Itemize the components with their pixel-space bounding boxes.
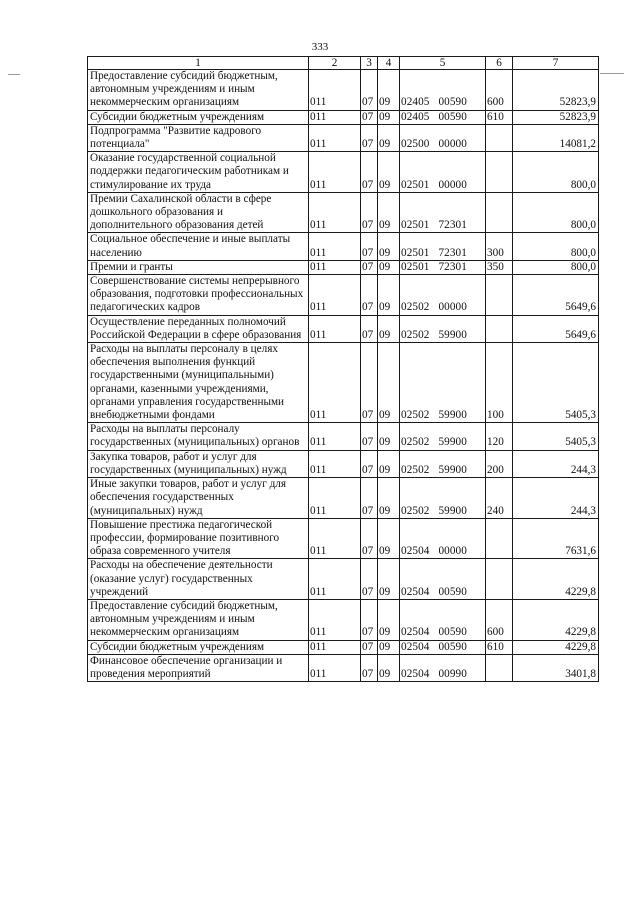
row-name: Расходы на выплаты персоналу в целях обеспечения выполнения функций государственными (муниципальными) органами, казенными учреждениями, органами управления государственными внебюджетными фондами xyxy=(88,343,309,423)
target-code-direction: 00590 xyxy=(438,110,467,123)
cell-code-ministry: 011 xyxy=(309,599,361,640)
cell-code-section: 07 xyxy=(361,260,378,274)
table-row xyxy=(88,315,599,342)
cell-code-expense-type xyxy=(486,518,513,559)
scan-mark xyxy=(8,74,20,75)
table-row xyxy=(88,110,599,124)
column-header: 1 xyxy=(88,57,309,70)
target-code-program: 02501 xyxy=(401,260,430,273)
row-name: Совершенствование системы непрерывного образования, подготовки профессиональных педагогических кадров xyxy=(88,275,309,316)
cell-code-expense-type xyxy=(486,124,513,151)
table-row xyxy=(88,192,599,233)
target-code-direction: 00000 xyxy=(438,138,467,151)
cell-code-section: 07 xyxy=(361,70,378,111)
target-code-direction: 00000 xyxy=(438,178,467,191)
cell-code-ministry: 011 xyxy=(309,192,361,233)
cell-code-ministry: 011 xyxy=(309,260,361,274)
cell-code-ministry: 011 xyxy=(309,450,361,477)
target-code-program: 02405 xyxy=(401,110,430,123)
target-code-program: 02500 xyxy=(401,138,430,151)
table-row xyxy=(88,152,599,193)
cell-code-target xyxy=(400,110,486,124)
cell-code-target xyxy=(400,152,486,193)
cell-code-target xyxy=(400,70,486,111)
table-row xyxy=(88,260,599,274)
target-code-program: 02504 xyxy=(401,545,430,558)
row-name: Расходы на выплаты персоналу государственных (муниципальных) органов xyxy=(88,423,309,450)
target-code-direction: 59900 xyxy=(438,409,467,422)
cell-amount: 4229,8 xyxy=(513,599,599,640)
table-row xyxy=(88,233,599,260)
column-header: 4 xyxy=(378,57,400,70)
cell-amount: 800,0 xyxy=(513,192,599,233)
target-code-program: 02502 xyxy=(401,436,430,449)
target-code-program: 02502 xyxy=(401,504,430,517)
column-header: 7 xyxy=(513,57,599,70)
target-code-direction: 00590 xyxy=(438,96,467,109)
row-name: Премии и гранты xyxy=(88,260,309,274)
cell-code-expense-type: 610 xyxy=(486,110,513,124)
cell-code-target xyxy=(400,260,486,274)
cell-amount: 244,3 xyxy=(513,478,599,519)
target-code-program: 02502 xyxy=(401,463,430,476)
cell-code-target xyxy=(400,124,486,151)
target-code-program: 02502 xyxy=(401,409,430,422)
table-row xyxy=(88,343,599,423)
table-header-row xyxy=(88,57,599,70)
cell-code-ministry: 011 xyxy=(309,640,361,654)
target-code-program: 02502 xyxy=(401,328,430,341)
cell-code-expense-type xyxy=(486,315,513,342)
budget-table xyxy=(87,56,599,682)
cell-code-section: 07 xyxy=(361,518,378,559)
target-code-direction: 00590 xyxy=(438,640,467,653)
cell-code-ministry: 011 xyxy=(309,152,361,193)
target-code-program: 02501 xyxy=(401,178,430,191)
cell-code-target xyxy=(400,233,486,260)
cell-code-ministry: 011 xyxy=(309,315,361,342)
cell-amount: 14081,2 xyxy=(513,124,599,151)
column-header: 3 xyxy=(361,57,378,70)
row-name: Подпрограмма "Развитие кадрового потенциала" xyxy=(88,124,309,151)
target-code-direction: 00590 xyxy=(438,626,467,639)
cell-code-subsection: 09 xyxy=(378,599,400,640)
cell-code-expense-type: 600 xyxy=(486,70,513,111)
cell-code-expense-type: 610 xyxy=(486,640,513,654)
cell-code-subsection: 09 xyxy=(378,315,400,342)
cell-code-section: 07 xyxy=(361,559,378,600)
target-code-direction: 59900 xyxy=(438,463,467,476)
target-code-program: 02501 xyxy=(401,246,430,259)
row-name: Осуществление переданных полномочий Российской Федерации в сфере образования xyxy=(88,315,309,342)
cell-code-expense-type: 300 xyxy=(486,233,513,260)
cell-code-subsection: 09 xyxy=(378,343,400,423)
cell-code-target xyxy=(400,518,486,559)
cell-code-target xyxy=(400,275,486,316)
cell-amount: 5649,6 xyxy=(513,275,599,316)
target-code-program: 02504 xyxy=(401,667,430,680)
cell-code-subsection: 09 xyxy=(378,260,400,274)
cell-code-subsection: 09 xyxy=(378,233,400,260)
cell-code-target xyxy=(400,192,486,233)
table-row xyxy=(88,70,599,111)
cell-code-section: 07 xyxy=(361,233,378,260)
cell-code-section: 07 xyxy=(361,423,378,450)
cell-amount: 7631,6 xyxy=(513,518,599,559)
cell-amount: 5649,6 xyxy=(513,315,599,342)
row-name: Иные закупки товаров, работ и услуг для обеспечения государственных (муниципальных) нужд xyxy=(88,478,309,519)
target-code-direction: 00000 xyxy=(438,301,467,314)
target-code-direction: 00000 xyxy=(438,545,467,558)
cell-code-expense-type xyxy=(486,559,513,600)
cell-code-subsection: 09 xyxy=(378,275,400,316)
cell-code-ministry: 011 xyxy=(309,559,361,600)
cell-code-section: 07 xyxy=(361,152,378,193)
cell-code-subsection: 09 xyxy=(378,478,400,519)
cell-amount: 5405,3 xyxy=(513,343,599,423)
table-row xyxy=(88,450,599,477)
cell-amount: 52823,9 xyxy=(513,70,599,111)
cell-code-target xyxy=(400,640,486,654)
cell-code-ministry: 011 xyxy=(309,654,361,681)
cell-amount: 4229,8 xyxy=(513,559,599,600)
cell-code-subsection: 09 xyxy=(378,559,400,600)
cell-code-target xyxy=(400,599,486,640)
scan-mark xyxy=(600,73,624,74)
row-name: Предоставление субсидий бюджетным, автономным учреждениям и иным некоммерческим организациям xyxy=(88,70,309,111)
cell-code-expense-type: 120 xyxy=(486,423,513,450)
table-row xyxy=(88,124,599,151)
cell-code-subsection: 09 xyxy=(378,640,400,654)
cell-code-section: 07 xyxy=(361,275,378,316)
cell-code-section: 07 xyxy=(361,192,378,233)
cell-amount: 4229,8 xyxy=(513,640,599,654)
target-code-direction: 00990 xyxy=(438,667,467,680)
cell-code-ministry: 011 xyxy=(309,275,361,316)
target-code-program: 02504 xyxy=(401,626,430,639)
cell-code-ministry: 011 xyxy=(309,124,361,151)
cell-code-expense-type: 240 xyxy=(486,478,513,519)
target-code-direction: 72301 xyxy=(438,246,467,259)
cell-code-expense-type: 100 xyxy=(486,343,513,423)
cell-code-target xyxy=(400,450,486,477)
row-name: Расходы на обеспечение деятельности (оказание услуг) государственных учреждений xyxy=(88,559,309,600)
cell-code-section: 07 xyxy=(361,450,378,477)
cell-code-ministry: 011 xyxy=(309,518,361,559)
target-code-program: 02405 xyxy=(401,96,430,109)
cell-code-expense-type xyxy=(486,152,513,193)
cell-code-expense-type xyxy=(486,654,513,681)
cell-code-target xyxy=(400,654,486,681)
cell-code-expense-type: 600 xyxy=(486,599,513,640)
cell-code-target xyxy=(400,343,486,423)
cell-code-ministry: 011 xyxy=(309,478,361,519)
cell-code-subsection: 09 xyxy=(378,450,400,477)
table-row xyxy=(88,478,599,519)
cell-code-target xyxy=(400,559,486,600)
cell-amount: 800,0 xyxy=(513,233,599,260)
target-code-direction: 59900 xyxy=(438,436,467,449)
row-name: Повышение престижа педагогической профессии, формирование позитивного образа современного учителя xyxy=(88,518,309,559)
column-header: 5 xyxy=(400,57,486,70)
cell-amount: 3401,8 xyxy=(513,654,599,681)
cell-code-subsection: 09 xyxy=(378,152,400,193)
table-row xyxy=(88,640,599,654)
table-row xyxy=(88,599,599,640)
cell-code-section: 07 xyxy=(361,599,378,640)
cell-code-ministry: 011 xyxy=(309,110,361,124)
cell-code-target xyxy=(400,423,486,450)
target-code-program: 02504 xyxy=(401,585,430,598)
cell-code-section: 07 xyxy=(361,343,378,423)
cell-amount: 244,3 xyxy=(513,450,599,477)
target-code-program: 02502 xyxy=(401,301,430,314)
cell-code-section: 07 xyxy=(361,654,378,681)
cell-amount: 5405,3 xyxy=(513,423,599,450)
target-code-direction: 72301 xyxy=(438,260,467,273)
cell-amount: 800,0 xyxy=(513,260,599,274)
cell-code-subsection: 09 xyxy=(378,654,400,681)
target-code-direction: 72301 xyxy=(438,219,467,232)
target-code-direction: 00590 xyxy=(438,585,467,598)
cell-amount: 800,0 xyxy=(513,152,599,193)
row-name: Субсидии бюджетным учреждениям xyxy=(88,640,309,654)
cell-code-ministry: 011 xyxy=(309,233,361,260)
row-name: Предоставление субсидий бюджетным, автономным учреждениям и иным некоммерческим организациям xyxy=(88,599,309,640)
cell-code-target xyxy=(400,478,486,519)
column-header: 6 xyxy=(486,57,513,70)
row-name: Субсидии бюджетным учреждениям xyxy=(88,110,309,124)
cell-code-ministry: 011 xyxy=(309,70,361,111)
cell-amount: 52823,9 xyxy=(513,110,599,124)
cell-code-ministry: 011 xyxy=(309,343,361,423)
cell-code-expense-type xyxy=(486,275,513,316)
table-row xyxy=(88,654,599,681)
target-code-program: 02501 xyxy=(401,219,430,232)
cell-code-section: 07 xyxy=(361,315,378,342)
table-row xyxy=(88,423,599,450)
column-header: 2 xyxy=(309,57,361,70)
cell-code-section: 07 xyxy=(361,478,378,519)
page-number: 333 xyxy=(311,41,329,53)
row-name: Финансовое обеспечение организации и проведения мероприятий xyxy=(88,654,309,681)
cell-code-expense-type: 350 xyxy=(486,260,513,274)
cell-code-subsection: 09 xyxy=(378,124,400,151)
cell-code-expense-type: 200 xyxy=(486,450,513,477)
row-name: Оказание государственной социальной поддержки педагогическим работникам и стимулирование их труда xyxy=(88,152,309,193)
cell-code-section: 07 xyxy=(361,640,378,654)
table-row xyxy=(88,559,599,600)
cell-code-section: 07 xyxy=(361,124,378,151)
row-name: Социальное обеспечение и иные выплаты населению xyxy=(88,233,309,260)
target-code-direction: 59900 xyxy=(438,504,467,517)
cell-code-expense-type xyxy=(486,192,513,233)
row-name: Премии Сахалинской области в сфере дошкольного образования и дополнительного образования детей xyxy=(88,192,309,233)
cell-code-ministry: 011 xyxy=(309,423,361,450)
table-row xyxy=(88,275,599,316)
cell-code-target xyxy=(400,315,486,342)
cell-code-subsection: 09 xyxy=(378,192,400,233)
cell-code-subsection: 09 xyxy=(378,518,400,559)
target-code-direction: 59900 xyxy=(438,328,467,341)
cell-code-subsection: 09 xyxy=(378,110,400,124)
table-row xyxy=(88,518,599,559)
row-name: Закупка товаров, работ и услуг для государственных (муниципальных) нужд xyxy=(88,450,309,477)
cell-code-subsection: 09 xyxy=(378,70,400,111)
cell-code-subsection: 09 xyxy=(378,423,400,450)
cell-code-section: 07 xyxy=(361,110,378,124)
target-code-program: 02504 xyxy=(401,640,430,653)
table-body xyxy=(88,70,599,682)
